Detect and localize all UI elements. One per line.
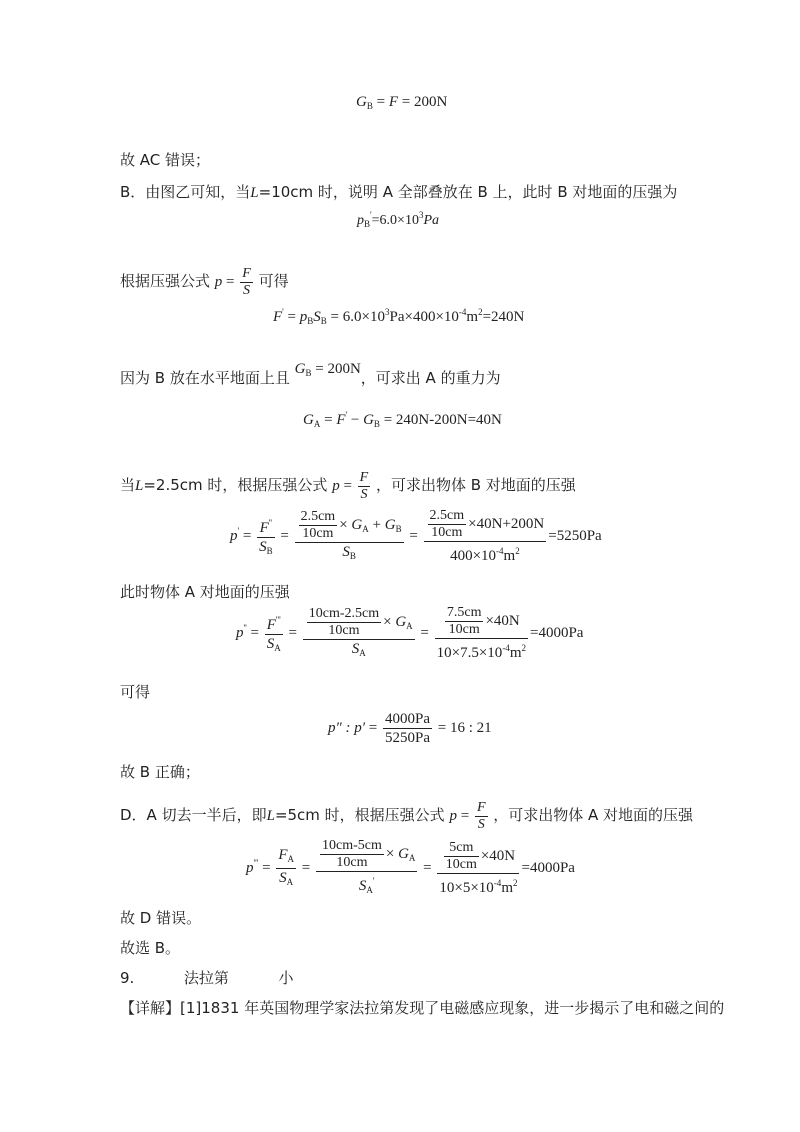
b-ground-line: 因为 B 放在水平地面上且 $G_B = 200N$，可求出 A 的重力为 [120, 361, 501, 387]
answer-2: 小 [278, 969, 294, 987]
ac-wrong-line: 故 AC 错误； [120, 151, 211, 169]
question-9-answer-line [120, 968, 293, 988]
equation-ratio: p″ : p′ = $\frac{4000Pa}{5250Pa}$ = 16 : 21 [328, 711, 492, 746]
detail-line: 【详解】[1]1831 年英国物理学家法拉第发现了电磁感应现象，进一步揭示了电和磁之间的 [120, 999, 725, 1017]
pressure-formula-line: 根据压强公式 p = $\frac{F}{S}$ 可得 [120, 266, 289, 298]
equation-force: $F' = p_BS_B = 6.0\times 10^3Pa\times 400\times 10^{-4}m^2=240N$ [273, 307, 525, 326]
so-line: 可得 [120, 683, 151, 701]
equation-pb: $p_B'=6.0\times 10^3Pa$ [357, 210, 440, 229]
answer-1: 法拉第 [183, 969, 229, 987]
l25-line: 当L=2.5cm 时，根据压强公式 p = $\frac{F}{S}$ ，可求出物体 B 对地面的压强 [120, 470, 576, 502]
equation-ga-weight: $G_A = F' - G_B = 240N-200N=40N$ [303, 410, 502, 429]
choose-line: 故选 B。 [120, 939, 181, 957]
equation-b-pressure: p' = $\frac{F''}{S_B}$ = $\frac{2.5cm}{10cm}$ × $G_A + G_B$ $S_B$ = $\frac{2.5cm}{10cm}$ ×40N+200N $400\times 10^{-4}m^2$ =5250Pa [230, 508, 602, 564]
detail-tag: 【详解】 [120, 999, 181, 1017]
b-correct-line: 故 B 正确； [120, 763, 200, 781]
question-number: 9. [120, 969, 135, 987]
a-pressure-line: 此时物体 A 对地面的压强 [120, 583, 290, 601]
d-analysis-line: D．A 切去一半后，即L=5cm 时，根据压强公式 p = $\frac{F}{S}$ ，可求出物体 A 对地面的压强 [120, 800, 694, 832]
b-analysis-line: B．由图乙可知，当L=10cm 时，说明 A 全部叠放在 B 上，此时 B 对地面的压强为 [120, 183, 678, 201]
d-wrong-line: 故 D 错误。 [120, 909, 202, 927]
equation-a-half-pressure: p''' = $\frac{F_A}{S_A}$ = $\frac{10cm-5cm}{10cm}$ × $G_A$ $S_A'$ = $\frac{5cm}{10cm}$ ×40N $10\times 5\times 10^{-4}m^2$ =4000Pa [246, 838, 575, 896]
equation-gb-weight: $G_B = F = 200N$ [356, 94, 448, 111]
equation-a-pressure: p'' = $\frac{F'''}{S_A}$ = $\frac{10cm-2.5cm}{10cm}$ × $G_A$ $S_A$ = $\frac{7.5cm}{10cm}$ ×40N $10\times 7.5\times 10^{-4}m^2$ =4000Pa [236, 605, 584, 661]
